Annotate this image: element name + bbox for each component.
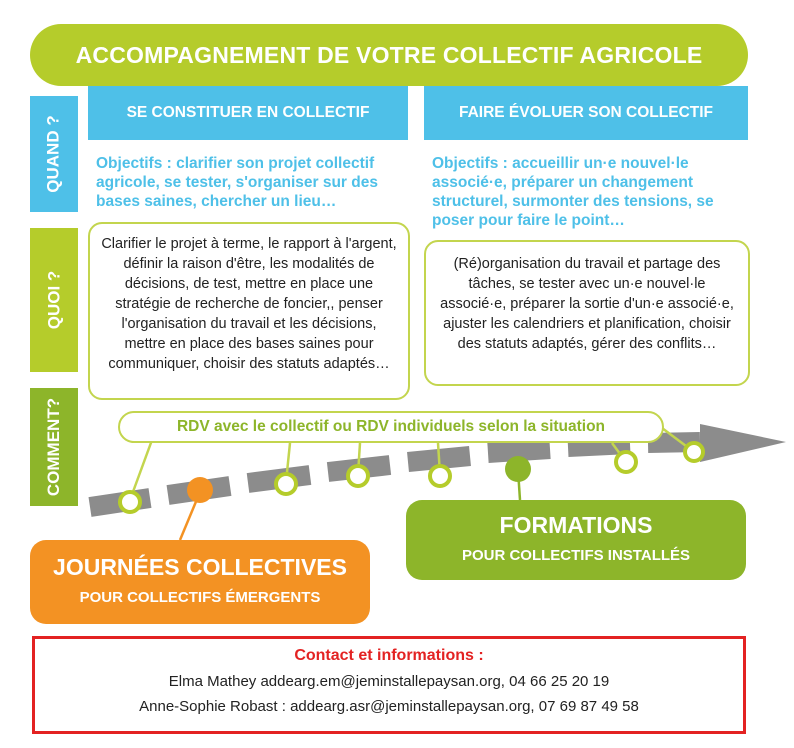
quoi-box-left: Clarifier le projet à terme, le rapport à l'argent, définir la raison d'être, les modalités de décisions, de test, mettre en place une stratégie de recherche de foncier,, penser l'organisation du travail et les décisions, mettre en place des bases saines pour communiquer, choisir des statuts adaptés… [88, 222, 410, 400]
formations-subtitle: POUR COLLECTIFS INSTALLÉS [461, 547, 691, 564]
formations-title: FORMATIONS [499, 512, 653, 538]
journees-title: JOURNÉES COLLECTIVES [53, 554, 347, 580]
roadmap-road [90, 442, 700, 507]
journees-box [30, 540, 370, 624]
contact-title: Contact et informations : [294, 647, 484, 664]
objectifs-right: Objectifs : accueillir un·e nouvel·le associé·e, préparer un changement structurel, surmonter des tensions, se poser pour faire le point… [432, 155, 714, 229]
side-label-comment-text: COMMENT? [44, 397, 63, 497]
column-header-right: FAIRE ÉVOLUER SON COLLECTIF [424, 86, 748, 140]
quoi-box-right: (Ré)organisation du travail et partage des tâches, se tester avec un·e nouvel·le associé·e, préparer la sortie d'un·e associé·e, ajuster les calendriers et planification, choisir des statuts adaptés, gérer des conflits… [424, 240, 750, 386]
objectifs-left: Objectifs : clarifier son projet collectif agricole, se tester, s'organiser sur des bases saines, chercher un lieu… [96, 155, 378, 210]
journees-subtitle: POUR COLLECTIFS ÉMERGENTS [79, 589, 321, 606]
page-title: ACCOMPAGNEMENT DE VOTRE COLLECTIF AGRICOLE [30, 24, 748, 86]
contact-line-anne-sophie[interactable]: Anne-Sophie Robast : addearg.asr@jeminstallepaysan.org, 07 69 87 49 58 [139, 698, 639, 715]
contact-box [32, 636, 746, 734]
formations-box [406, 500, 746, 580]
rdv-pill: RDV avec le collectif ou RDV individuels selon la situation [118, 411, 664, 443]
contact-line-elma[interactable]: Elma Mathey addearg.em@jeminstallepaysan.org, 04 66 25 20 19 [168, 673, 610, 690]
side-label-quoi-text: QUOI ? [44, 270, 63, 330]
column-header-left: SE CONSTITUER EN COLLECTIF [88, 86, 408, 140]
side-label-quand-text: QUAND ? [44, 115, 64, 193]
roadmap-arrowhead [700, 424, 786, 462]
